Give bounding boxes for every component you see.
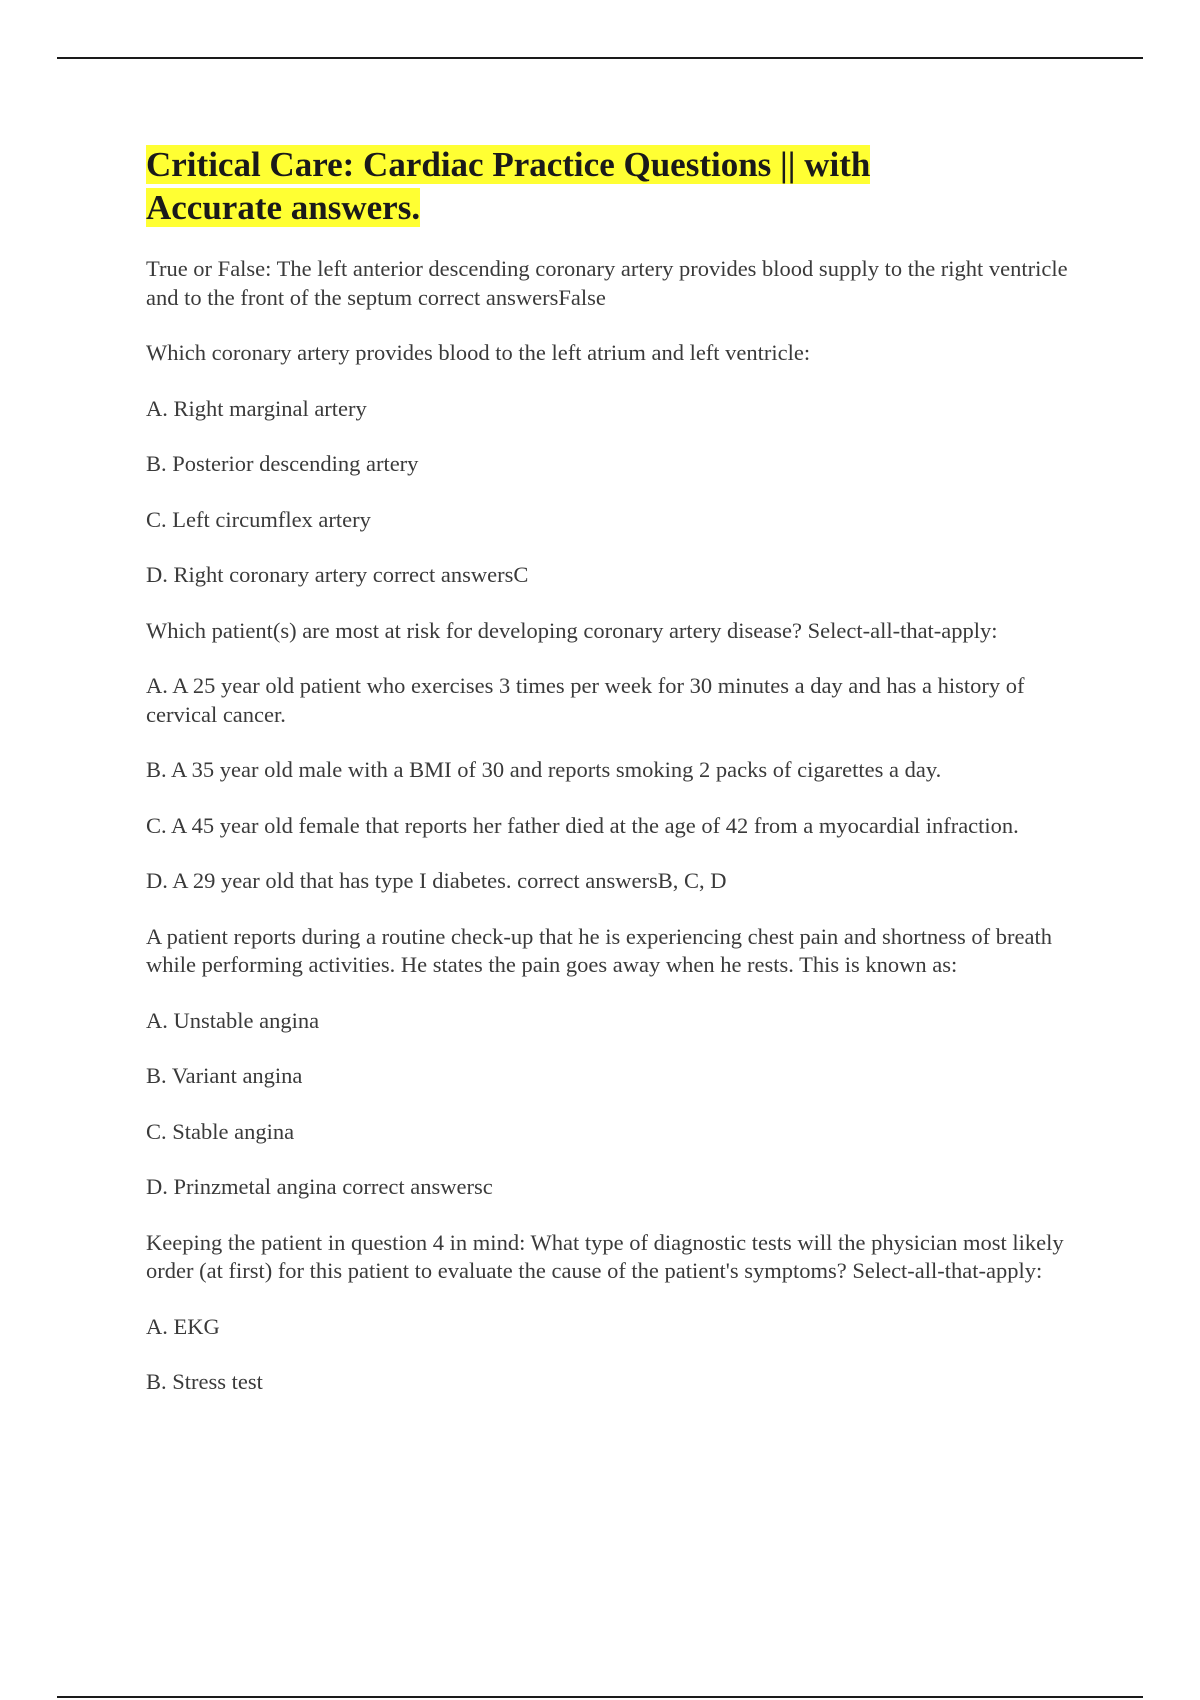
question-4-option-c: C. Stable angina	[146, 1118, 295, 1144]
question-4-option-d: D. Prinzmetal angina correct answersc	[146, 1174, 493, 1199]
question-5-option-b: B. Stress test	[146, 1369, 263, 1394]
top-rule	[57, 57, 1143, 59]
document-body	[146, 143, 1086, 1397]
question-3-option-a: A. A 25 year old patient who exercises 3 times per week for 30 minutes a day and has a history of cervical cancer.	[146, 673, 1025, 727]
question-2-option-a: A. Right marginal artery	[146, 395, 367, 421]
question-3-option-d: D. A 29 year old that has type I diabetes. correct answersB, C, D	[146, 868, 727, 893]
question-1-text: True or False: The left anterior descending coronary artery provides blood supply to the right ventricle and to the front of the septum correct answersFalse	[146, 256, 1068, 310]
question-3-text: Which patient(s) are most at risk for developing coronary artery disease? Select-all-that-apply:	[146, 617, 998, 643]
question-2-option-c: C. Left circumflex artery	[146, 506, 371, 532]
question-2-text: Which coronary artery provides blood to the left atrium and left ventricle:	[146, 340, 811, 365]
question-4-option-b: B. Variant angina	[146, 1063, 303, 1088]
title-highlight: Critical Care: Cardiac Practice Questions || with Accurate answers.	[146, 145, 871, 227]
question-2-option-d: D. Right coronary artery correct answersC	[146, 562, 529, 587]
question-4-text: A patient reports during a routine check-up that he is experiencing chest pain and shortness of breath while performing activities. He states the pain goes away when he rests. This is known as:	[146, 923, 1052, 977]
question-3-option-b: B. A 35 year old male with a BMI of 30 and reports smoking 2 packs of cigarettes a day.	[146, 757, 942, 782]
question-4-option-a: A. Unstable angina	[146, 1007, 320, 1033]
document-title	[146, 143, 946, 229]
question-5-option-a: A. EKG	[146, 1313, 220, 1339]
question-5-text: Keeping the patient in question 4 in mind: What type of diagnostic tests will the physician most likely order (at first) for this patient to evaluate the cause of the patient's symptoms? Select-all-that-apply:	[146, 1229, 1064, 1283]
question-3-option-c: C. A 45 year old female that reports her father died at the age of 42 from a myocardial infraction.	[146, 812, 1019, 838]
bottom-rule	[57, 1696, 1143, 1698]
question-2-option-b: B. Posterior descending artery	[146, 451, 419, 476]
